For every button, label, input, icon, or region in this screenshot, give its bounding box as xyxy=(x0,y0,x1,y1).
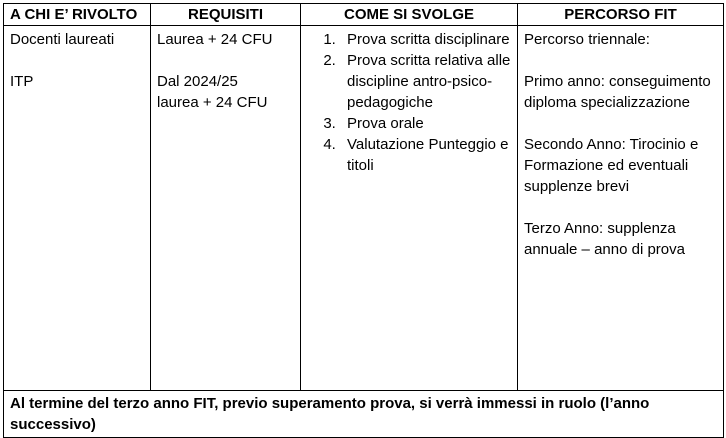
requirement-graduate: Laurea + 24 CFU xyxy=(157,31,273,48)
header-requirements: REQUISITI xyxy=(151,4,301,26)
step-item: 2. Prova scritta relativa alle discipline antro-psico-pedagogiche xyxy=(340,50,511,113)
audience-graduate-teachers: Docenti laureati xyxy=(10,31,115,48)
requirement-itp-line1: Dal 2024/25 xyxy=(157,73,238,90)
step-item: 3. Prova orale xyxy=(340,113,511,134)
fit-table xyxy=(3,3,724,438)
requirement-itp-line2: laurea + 24 CFU xyxy=(157,94,268,111)
header-fit-path: PERCORSO FIT xyxy=(518,4,724,26)
content-row xyxy=(4,26,724,391)
step-item: 1. Prova scritta disciplinare xyxy=(340,29,511,50)
header-row xyxy=(4,4,724,26)
cell-fit-path xyxy=(518,26,724,391)
footer-row xyxy=(4,391,724,438)
fit-table-container xyxy=(3,3,723,434)
step-item: 4. Valutazione Punteggio e titoli xyxy=(340,134,511,176)
steps-list xyxy=(307,29,511,176)
audience-itp: ITP xyxy=(10,73,34,90)
cell-requirements xyxy=(151,26,301,391)
footer-note: Al termine del terzo anno FIT, previo superamento prova, si verrà immessi in ruolo (l’anno successivo) xyxy=(4,391,724,438)
path-intro: Percorso triennale: xyxy=(524,31,650,48)
path-year-3: Terzo Anno: supplenza annuale – anno di prova xyxy=(524,220,685,258)
header-target-audience: A CHI E’ RIVOLTO xyxy=(4,4,151,26)
cell-target-audience xyxy=(4,26,151,391)
cell-how-it-works xyxy=(301,26,518,391)
path-year-2: Secondo Anno: Tirocinio e Formazione ed eventuali supplenze brevi xyxy=(524,136,699,195)
header-how-it-works: COME SI SVOLGE xyxy=(301,4,518,26)
path-year-1: Primo anno: conseguimento diploma specializzazione xyxy=(524,73,711,111)
